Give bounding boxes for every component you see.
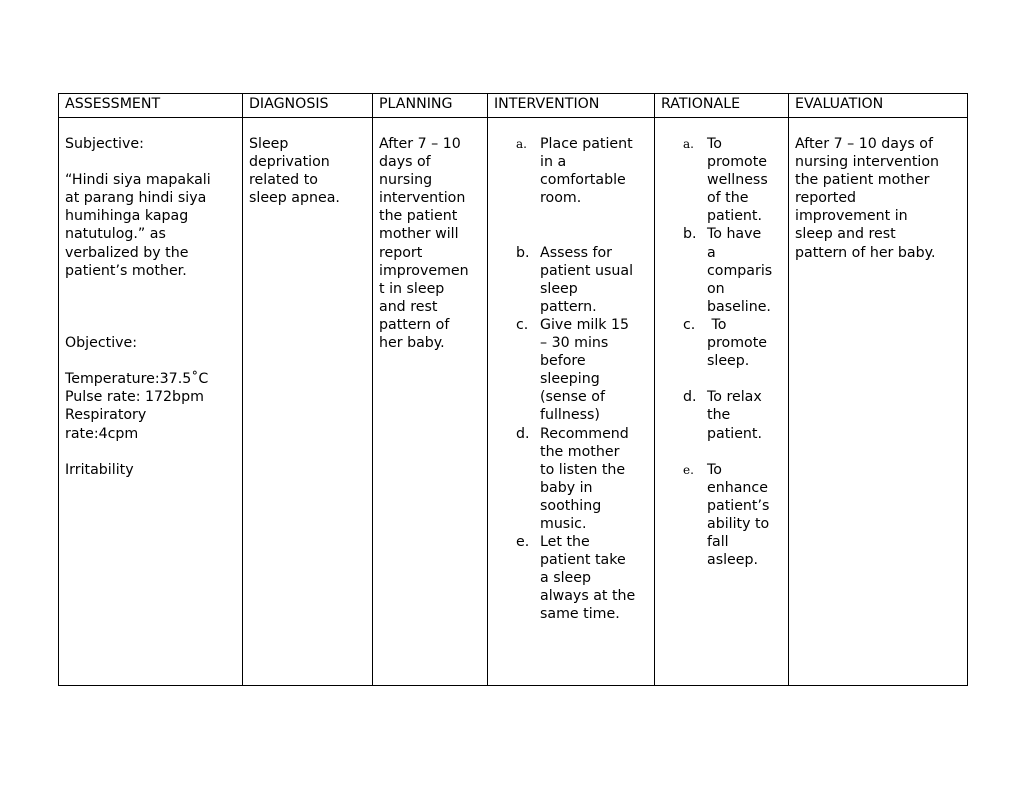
rationale-list: [661, 135, 782, 569]
subjective-line: verbalized by the: [65, 244, 189, 261]
planning-line: her baby.: [379, 335, 445, 352]
header-evaluation: EVALUATION: [789, 94, 968, 118]
objective-line: Temperature:37.5˚C: [65, 371, 209, 388]
intervention-line: same time.: [540, 606, 620, 623]
rationale-line: fall: [707, 534, 729, 551]
intervention-line: Let the: [540, 534, 590, 551]
intervention-item: [494, 316, 648, 425]
list-marker: b.: [516, 244, 530, 261]
planning-line: mother will: [379, 226, 459, 243]
list-marker: c.: [516, 316, 529, 333]
intervention-line: Place patient: [540, 136, 633, 152]
planning-line: t in sleep: [379, 280, 445, 297]
intervention-line: baby in: [540, 479, 593, 496]
planning-line: nursing: [379, 172, 433, 189]
rationale-cell: [655, 118, 789, 686]
evaluation-line: sleep and rest: [795, 226, 896, 243]
evaluation-cell: [789, 118, 968, 686]
rationale-item: [661, 316, 782, 370]
rationale-line: baseline.: [707, 298, 771, 315]
intervention-line: before: [540, 353, 586, 370]
rationale-line: asleep.: [707, 552, 759, 569]
intervention-item: [494, 533, 648, 623]
objective-line: Pulse rate: 172bpm: [65, 389, 204, 406]
rationale-line: To relax: [707, 389, 762, 406]
diagnosis-line: Sleep: [249, 136, 289, 152]
rationale-item: [661, 135, 782, 225]
evaluation-line: improvement in: [795, 208, 908, 225]
objective-line: Respiratory: [65, 407, 147, 424]
intervention-line: Recommend: [540, 425, 629, 442]
list-marker: a.: [516, 137, 527, 151]
intervention-cell: [488, 118, 655, 686]
subjective-line: humihinga kapag: [65, 208, 189, 225]
header-assessment: ASSESSMENT: [59, 94, 243, 118]
intervention-line: always at the: [540, 588, 636, 605]
planning-cell: [373, 118, 488, 686]
subjective-quote: [65, 171, 236, 280]
rationale-line: To: [707, 136, 722, 152]
header-diagnosis: DIAGNOSIS: [243, 94, 373, 118]
intervention-line: the mother: [540, 443, 620, 460]
rationale-item: [661, 461, 782, 570]
intervention-line: sleep: [540, 280, 578, 297]
intervention-line: comfortable: [540, 172, 626, 189]
evaluation-line: reported: [795, 190, 857, 207]
rationale-line: comparis: [707, 262, 773, 279]
intervention-line: Assess for: [540, 244, 613, 261]
evaluation-line: nursing intervention: [795, 154, 940, 171]
rationale-line: ability to: [707, 515, 770, 532]
header-rationale: RATIONALE: [655, 94, 789, 118]
planning-line: the patient: [379, 208, 458, 225]
intervention-line: patient take: [540, 552, 626, 569]
subjective-line: patient’s mother.: [65, 262, 187, 279]
rationale-item: [661, 388, 782, 442]
intervention-line: a sleep: [540, 570, 592, 587]
objective-line: rate:4cpm: [65, 425, 139, 442]
content-row: [59, 118, 968, 686]
subjective-line: “Hindi siya mapakali: [65, 172, 211, 189]
intervention-line: Give milk 15: [540, 316, 630, 333]
diagnosis-cell: [243, 118, 373, 686]
list-marker: b.: [683, 226, 697, 243]
rationale-line: of the: [707, 190, 749, 207]
list-marker: e.: [516, 534, 530, 551]
list-marker: d.: [516, 425, 530, 442]
intervention-line: in a: [540, 154, 567, 171]
rationale-line: patient.: [707, 425, 762, 442]
irritability-text: Irritability: [65, 461, 134, 478]
rationale-line: promote: [707, 335, 767, 352]
intervention-line: pattern.: [540, 298, 597, 315]
rationale-line: patient.: [707, 208, 762, 225]
list-marker: e.: [683, 462, 694, 477]
assessment-cell: [59, 118, 243, 686]
intervention-list: [494, 135, 648, 624]
diagnosis-line: related to: [249, 172, 318, 189]
planning-line: pattern of: [379, 316, 450, 333]
intervention-line: – 30 mins: [540, 335, 609, 352]
header-planning: PLANNING: [373, 94, 488, 118]
subjective-line: natutulog.” as: [65, 226, 166, 243]
intervention-line: sleeping: [540, 371, 600, 388]
subjective-label: Subjective:: [65, 136, 144, 152]
nursing-care-plan-table: [58, 93, 968, 686]
intervention-line: to listen the: [540, 461, 626, 478]
planning-line: After 7 – 10: [379, 136, 461, 152]
intervention-item: [494, 244, 648, 316]
rationale-line: enhance: [707, 479, 768, 496]
planning-line: and rest: [379, 298, 438, 315]
rationale-line: promote: [707, 154, 767, 171]
planning-line: days of: [379, 154, 431, 171]
rationale-line: To have: [707, 226, 762, 243]
list-marker: c.: [683, 316, 696, 333]
rationale-line: To: [707, 461, 722, 478]
intervention-line: soothing: [540, 497, 602, 514]
list-marker: d.: [683, 389, 697, 406]
planning-line: improvemen: [379, 262, 469, 279]
objective-label: Objective:: [65, 335, 138, 352]
rationale-line: sleep.: [707, 353, 750, 370]
rationale-line: To: [707, 316, 727, 333]
intervention-item: [494, 425, 648, 534]
objective-vitals: [65, 370, 236, 442]
rationale-line: a: [707, 244, 716, 261]
rationale-line: wellness: [707, 172, 768, 189]
planning-line: report: [379, 244, 423, 261]
intervention-line: music.: [540, 515, 587, 532]
evaluation-line: the patient mother: [795, 172, 930, 189]
evaluation-line: pattern of her baby.: [795, 244, 936, 261]
intervention-line: room.: [540, 190, 582, 207]
header-row: [59, 94, 968, 118]
rationale-line: on: [707, 280, 725, 297]
intervention-line: patient usual: [540, 262, 634, 279]
intervention-line: fullness): [540, 407, 600, 424]
diagnosis-line: deprivation: [249, 154, 330, 171]
intervention-line: (sense of: [540, 389, 605, 406]
planning-line: intervention: [379, 190, 466, 207]
rationale-line: the: [707, 407, 731, 424]
rationale-item: [661, 225, 782, 315]
diagnosis-line: sleep apnea.: [249, 190, 340, 207]
header-intervention: INTERVENTION: [488, 94, 655, 118]
intervention-item: [494, 135, 648, 207]
list-marker: a.: [683, 137, 694, 151]
rationale-line: patient’s: [707, 497, 770, 514]
evaluation-line: After 7 – 10 days of: [795, 136, 933, 152]
subjective-line: at parang hindi siya: [65, 190, 207, 207]
